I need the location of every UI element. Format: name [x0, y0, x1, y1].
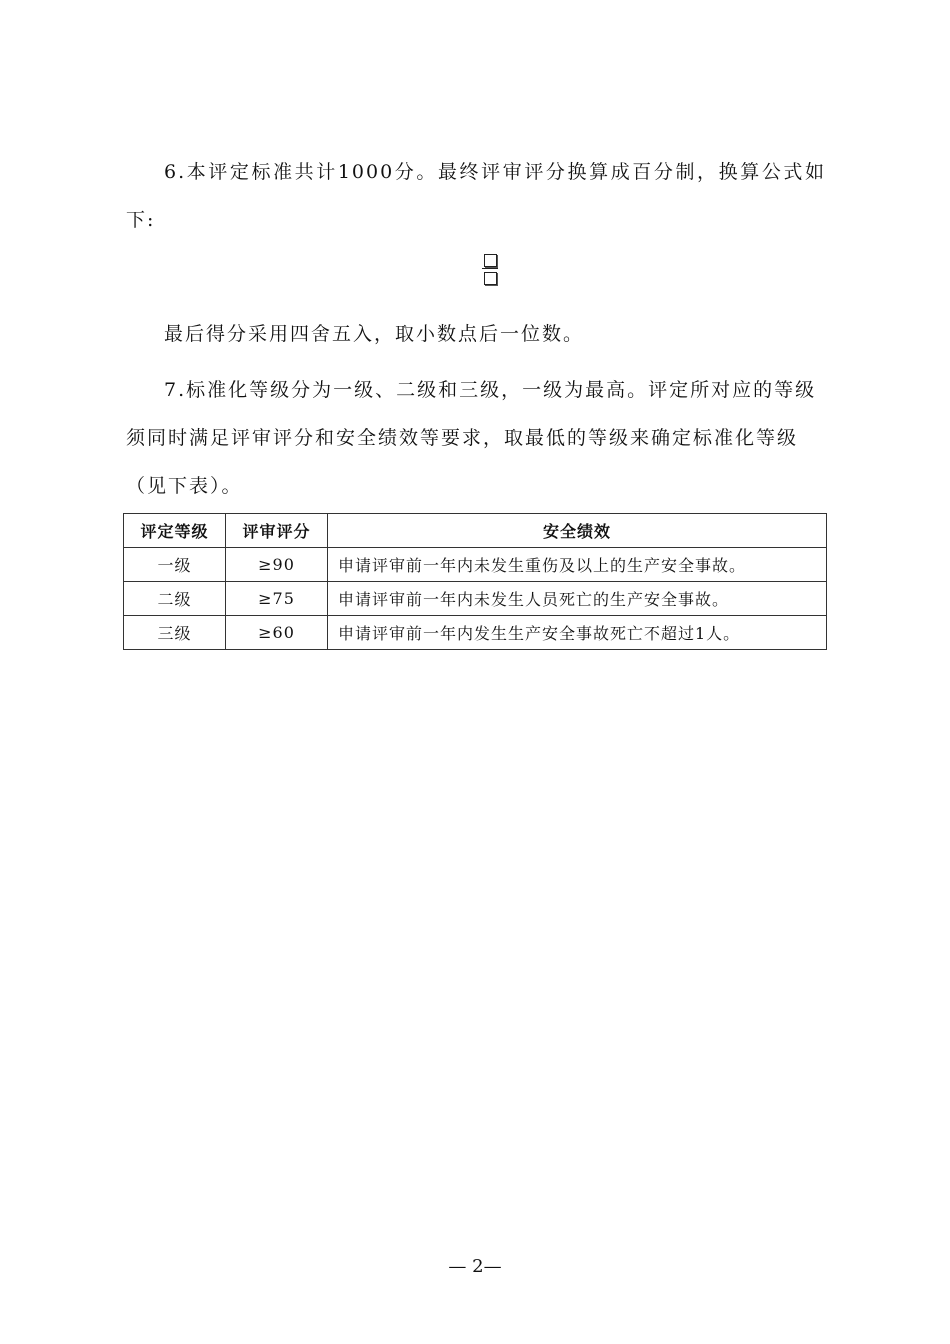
paragraph-rounding: 最后得分采用四舍五入，取小数点后一位数。 — [164, 323, 585, 345]
table-row — [124, 582, 827, 616]
cell-score: ≥90 — [226, 548, 328, 582]
cell-safety: 申请评审前一年内未发生重伤及以上的生产安全事故。 — [328, 548, 827, 582]
table-row — [124, 548, 827, 582]
grade-table — [123, 513, 827, 650]
paragraph-7: 7.标准化等级分为一级、二级和三级，一级为最高。评定所对应的等级须同时满足评审评分和安全绩效等要求，取最低的等级来确定标准化等级（见下表）。 — [126, 379, 817, 497]
cell-grade: 一级 — [124, 548, 226, 582]
table-header-row — [124, 514, 827, 548]
cell-grade: 三级 — [124, 616, 226, 650]
header-safety-performance: 安全绩效 — [328, 514, 827, 548]
header-grade: 评定等级 — [124, 514, 226, 548]
cell-score: ≥60 — [226, 616, 328, 650]
formula-placeholder-icon — [481, 252, 501, 288]
cell-score: ≥75 — [226, 582, 328, 616]
table-row — [124, 616, 827, 650]
page-number: — 2— — [448, 1256, 502, 1277]
cell-safety: 申请评审前一年内未发生人员死亡的生产安全事故。 — [328, 582, 827, 616]
cell-grade: 二级 — [124, 582, 226, 616]
cell-safety: 申请评审前一年内发生生产安全事故死亡不超过1人。 — [328, 616, 827, 650]
header-score: 评审评分 — [226, 514, 328, 548]
paragraph-6: 6.本评定标准共计1000分。最终评审评分换算成百分制，换算公式如下: — [126, 161, 826, 231]
